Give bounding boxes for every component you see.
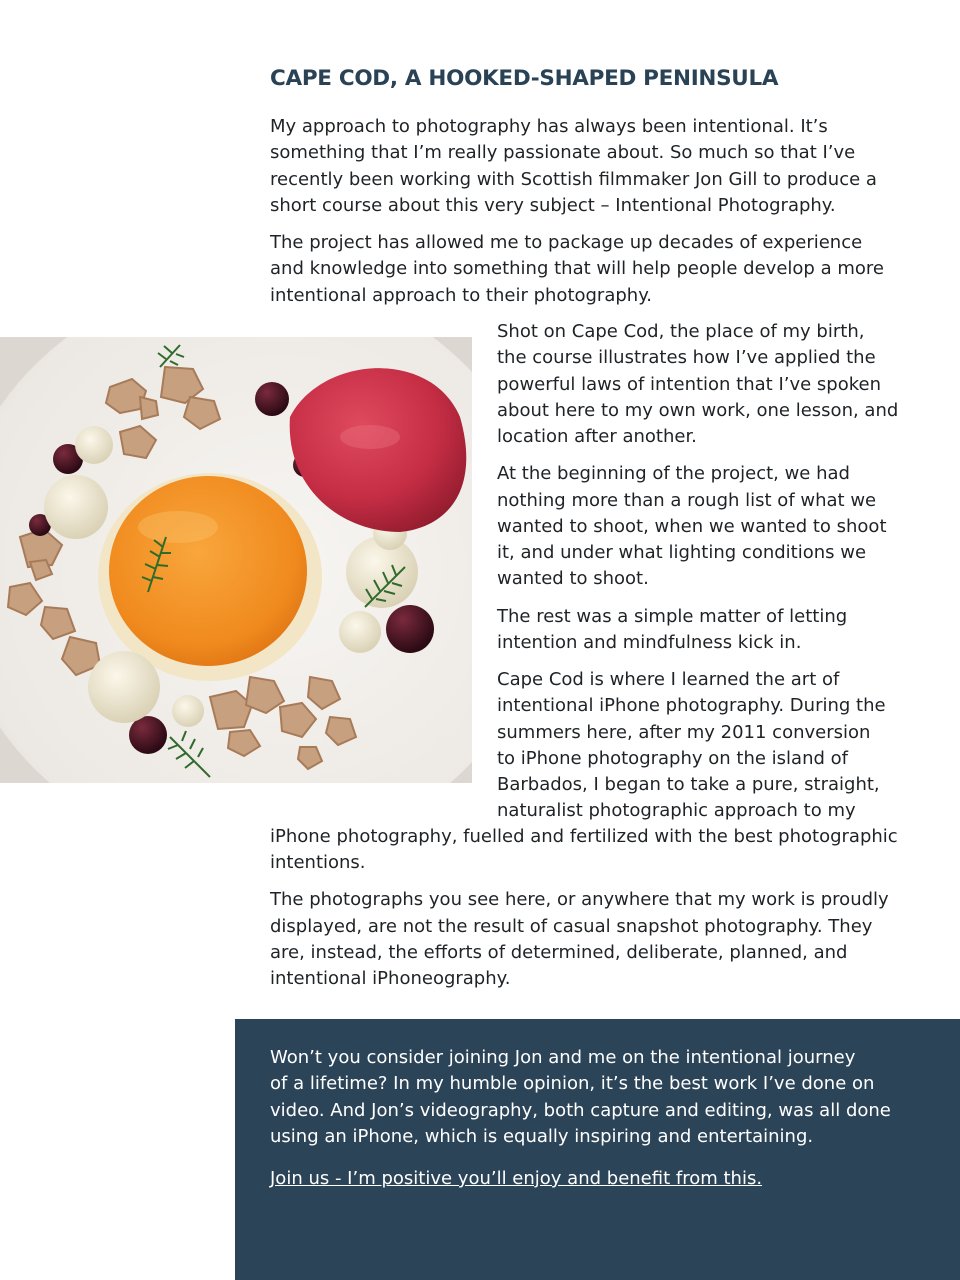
body-text-bottom [270, 824, 898, 993]
paragraph-beginning: At the beginning of the project, we had nothing more than a rough list of what we wanted to shoot, when we wanted to shoot it, and under what lighting conditions we wanted to shoot. [497, 463, 887, 590]
dessert-photo [0, 337, 472, 783]
paragraph-the-rest: The rest was a simple matter of letting intention and mindfulness kick in. [497, 605, 848, 653]
paragraph-continuation: iPhone photography, fuelled and fertilized with the best photographic intentions. [270, 826, 898, 874]
body-text-wrapped [497, 319, 898, 825]
cta-panel [235, 1019, 960, 1280]
paragraph-photographs: The photographs you see here, or anywhere that my work is proudly displayed, are not the result of casual snapshot photography. They are, instead, the efforts of determined, deliberate, planned, and intentional iPhoneography. [270, 889, 889, 990]
join-us-link[interactable]: Join us - I’m positive you’ll enjoy and benefit from this. [270, 1168, 763, 1189]
cta-text: Won’t you consider joining Jon and me on the intentional journey of a lifetime? In my humble opinion, it’s the best work I’ve done on video. And Jon’s videography, both capture and editing, was all done using an iPhone, which is equally inspiring and entertaining. [270, 1047, 891, 1147]
article-title: CAPE COD, A HOOKED-SHAPED PENINSULA [270, 66, 779, 91]
body-text-top [270, 114, 884, 309]
paragraph-shot-on-cape-cod: Shot on Cape Cod, the place of my birth, the course illustrates how I’ve applied the powerful laws of intention that I’ve spoken about here to my own work, one lesson, and location after another. [497, 321, 899, 448]
paragraph-approach: My approach to photography has always been intentional. It’s something that I’m really passionate about. So much so that I’ve recently been working with Scottish filmmaker Jon Gill to produce a short course about this very subject – Intentional Photography. [270, 116, 877, 216]
paragraph-project: The project has allowed me to package up decades of experience and knowledge into something that will help people develop a more intentional approach to their photography. [270, 231, 884, 306]
paragraph-learned-the-art: Cape Cod is where I learned the art of intentional iPhone photography. During the summers here, after my 2011 conversion to iPhone photography on the island of Barbados, I began to take a pure, straight, naturalist photographic approach to my [497, 668, 886, 822]
